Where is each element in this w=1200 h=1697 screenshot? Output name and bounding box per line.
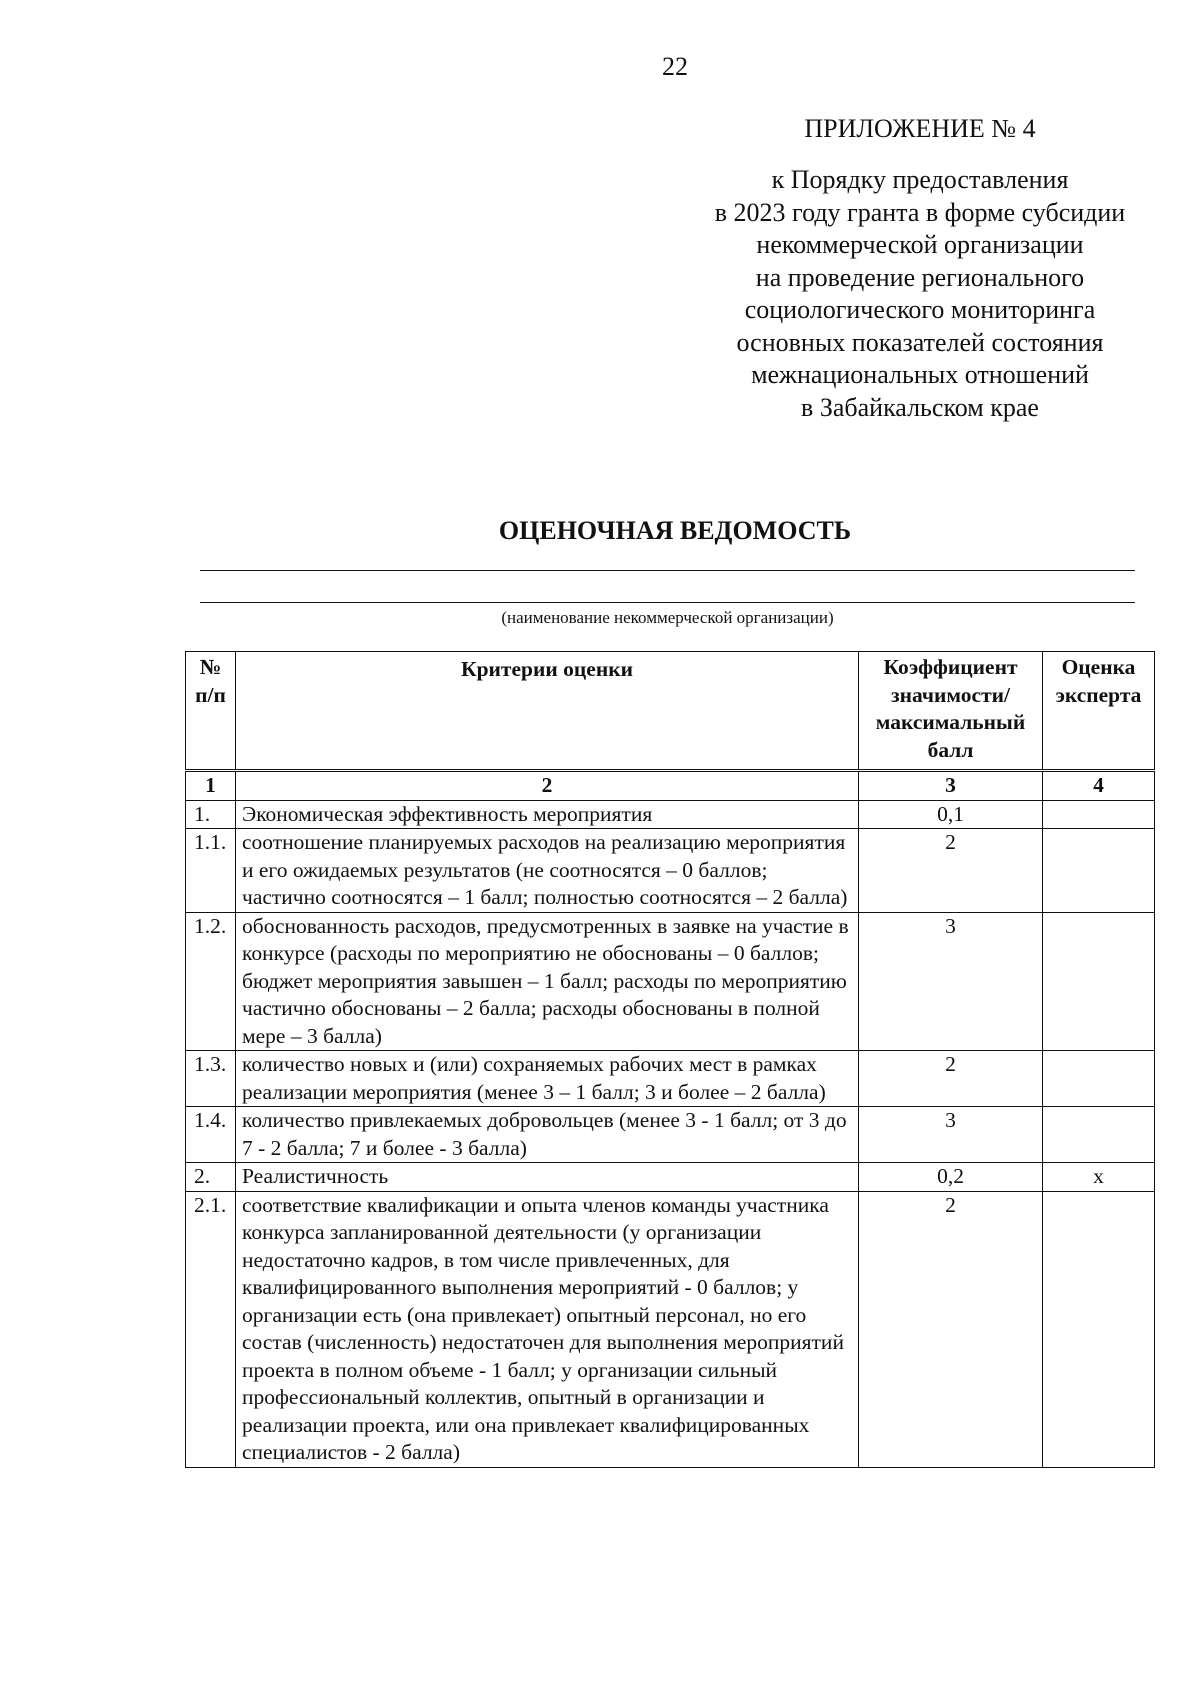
evaluation-table: [185, 651, 1155, 1468]
row-coefficient: 3: [859, 1107, 1043, 1163]
row-coefficient: 0,1: [859, 800, 1043, 829]
appendix-line: на проведение регионального: [755, 262, 1085, 292]
row-number: 1.: [186, 800, 236, 829]
appendix-line: в 2023 году гранта в форме субсидии: [714, 197, 1126, 227]
row-criterion: Экономическая эффективность мероприятия: [236, 800, 859, 829]
document-title: ОЦЕНОЧНАЯ ВЕДОМОСТЬ: [498, 516, 852, 545]
table-row: [186, 912, 1155, 1051]
row-coefficient: 2: [859, 1191, 1043, 1467]
appendix-subtitle: [640, 164, 1200, 424]
row-number: 1.1.: [186, 829, 236, 913]
row-coefficient: 0,2: [859, 1163, 1043, 1192]
row-number: 1.4.: [186, 1107, 236, 1163]
appendix-line: к Порядку предоставления: [771, 165, 1069, 194]
row-criterion: количество новых и (или) сохраняемых рабочих мест в рамках реализации мероприятия (менее 3 – 1 балл; 3 и более – 2 балла): [236, 1051, 859, 1107]
appendix-line: некоммерческой организации: [756, 230, 1084, 259]
appendix-line: межнациональных отношений: [751, 360, 1089, 389]
org-name-line: [200, 570, 1135, 571]
row-expert-score: [1043, 1107, 1155, 1163]
header-num: № п/п: [186, 652, 236, 771]
table-row: [186, 829, 1155, 913]
table-row: [186, 1107, 1155, 1163]
column-number: 1: [186, 771, 236, 801]
table-header-row: [186, 652, 1155, 771]
appendix-title: ПРИЛОЖЕНИЕ № 4: [804, 114, 1036, 143]
row-number: 1.3.: [186, 1051, 236, 1107]
row-expert-score: [1043, 829, 1155, 913]
row-criterion: Реалистичность: [236, 1163, 859, 1192]
row-expert-score: [1043, 1191, 1155, 1467]
row-criterion: соотношение планируемых расходов на реализацию мероприятия и его ожидаемых результатов (не соотносятся – 0 баллов; частично соотносятся – 1 балл; полностью соотносятся – 2 балла): [236, 829, 859, 913]
page-number: 22: [662, 52, 688, 81]
appendix-line: социологического мониторинга: [744, 295, 1096, 324]
row-expert-score: [1043, 912, 1155, 1051]
column-number: 2: [236, 771, 859, 801]
row-number: 2.: [186, 1163, 236, 1192]
row-coefficient: 2: [859, 1051, 1043, 1107]
row-coefficient: 3: [859, 912, 1043, 1051]
column-numbers-row: [186, 771, 1155, 801]
row-expert-score: [1043, 1051, 1155, 1107]
table-row: [186, 1051, 1155, 1107]
row-coefficient: 2: [859, 829, 1043, 913]
appendix-line: в Забайкальском крае: [801, 392, 1039, 422]
table-row: [186, 1191, 1155, 1467]
column-number: 3: [859, 771, 1043, 801]
row-criterion: обоснованность расходов, предусмотренных в заявке на участие в конкурсе (расходы по мероприятию не обоснованы – 0 баллов; бюджет мероприятия завышен – 1 балл; расходы по мероприятию частично обоснованы – 2 балла; расходы обоснованы в полной мере – 3 балла): [236, 912, 859, 1051]
header-coefficient: Коэффициент значимости/ максимальный балл: [859, 652, 1043, 771]
row-criterion: количество привлекаемых добровольцев (менее 3 - 1 балл; от 3 до 7 - 2 балла; 7 и более - 3 балла): [236, 1107, 859, 1163]
table-row: [186, 800, 1155, 829]
row-expert-score: х: [1043, 1163, 1155, 1192]
row-number: 1.2.: [186, 912, 236, 1051]
header-expert: Оценка эксперта: [1043, 652, 1155, 771]
org-name-caption: (наименование некоммерческой организации): [501, 608, 834, 627]
org-name-line: [200, 602, 1135, 603]
column-number: 4: [1043, 771, 1155, 801]
row-number: 2.1.: [186, 1191, 236, 1467]
appendix-line: основных показателей состояния: [736, 327, 1104, 357]
row-criterion: соответствие квалификации и опыта членов команды участника конкурса запланированной деятельности (у организации недостаточно кадров, в том числе привлеченных, для квалифицированного выполнения мероприятий - 0 баллов; у организации есть (она привлекает) опытный персонал, но его состав (численность) недостаточен для выполнения мероприятий проекта в полном объеме - 1 балл; у организации сильный профессиональный коллектив, опытный в организации и реализации проекта, или она привлекает квалифицированных специалистов - 2 балла): [236, 1191, 859, 1467]
table-row: [186, 1163, 1155, 1192]
row-expert-score: [1043, 800, 1155, 829]
header-criteria: Критерии оценки: [236, 652, 859, 771]
